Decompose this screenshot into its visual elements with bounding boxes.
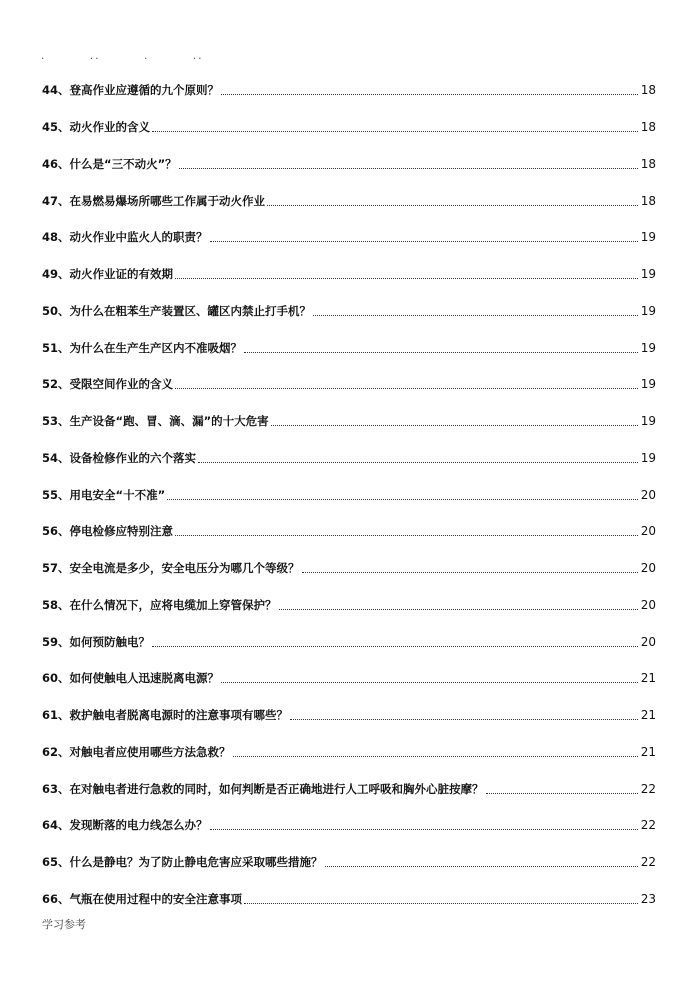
toc-page-number: 19: [640, 340, 656, 355]
toc-page-number: 18: [640, 83, 656, 98]
toc-entry-text: 对触电者应使用哪些方法急救？: [69, 744, 231, 759]
toc-entry[interactable]: [42, 366, 656, 403]
toc-entry-separator: 、: [58, 597, 70, 612]
dot-leader: [313, 315, 638, 316]
toc-entry-text: 气瓶在使用过程中的安全注意事项: [69, 891, 243, 906]
toc-entry-separator: 、: [58, 120, 70, 135]
toc-entry-number: 44: [42, 83, 59, 98]
toc-entry-separator: 、: [58, 340, 70, 355]
toc-entry-text: 动火作业中监火人的职责？: [69, 230, 208, 245]
toc-entry-text: 发现断落的电力线怎么办？: [69, 818, 208, 833]
toc-page-number: 19: [640, 267, 656, 282]
toc-entry-text: 救护触电者脱离电源时的注意事项有哪些？: [69, 708, 289, 723]
toc-entry-number: 61: [42, 708, 59, 723]
toc-entry-separator: 、: [58, 744, 70, 759]
toc-entry-number: 50: [42, 303, 59, 318]
toc-entry[interactable]: [42, 476, 656, 513]
toc-entry-text: 受限空间作业的含义: [69, 377, 174, 392]
toc-entry-title: [42, 450, 196, 466]
toc-entry-line: [42, 670, 656, 686]
toc-entry-text: 动火作业证的有效期: [69, 267, 174, 282]
toc-entry-number: 56: [42, 524, 59, 539]
dot-leader: [233, 756, 638, 757]
toc-entry-line: [42, 891, 656, 907]
toc-entry-number: 53: [42, 414, 59, 429]
toc-entry-title: [42, 744, 231, 760]
toc-entry[interactable]: [42, 844, 656, 881]
toc-entry-separator: 、: [58, 414, 70, 429]
dot-leader: [198, 462, 638, 463]
toc-page-number: 19: [640, 377, 656, 392]
toc-entry-text: 为什么在生产生产区内不准吸烟？: [69, 340, 243, 355]
toc-entry[interactable]: [42, 182, 656, 219]
toc-entry-separator: 、: [58, 855, 70, 870]
toc-page-number: 20: [640, 634, 656, 649]
toc-entry-line: [42, 634, 656, 650]
toc-entry-text: 为什么在粗苯生产装置区、罐区内禁止打手机？: [69, 303, 312, 318]
toc-entry-number: 47: [42, 193, 59, 208]
toc-entry-number: 45: [42, 120, 59, 135]
dot-leader: [179, 168, 638, 169]
toc-entry-title: [42, 781, 484, 797]
toc-entry-title: [42, 119, 150, 135]
dot-leader: [221, 682, 638, 683]
dot-leader: [152, 646, 638, 647]
toc-entry-text: 安全电流是多少，安全电压分为哪几个等级？: [69, 561, 300, 576]
toc-entry-separator: 、: [58, 818, 70, 833]
toc-entry-number: 48: [42, 230, 59, 245]
toc-entry-title: [42, 340, 242, 356]
toc-entry-line: [42, 854, 656, 870]
toc-entry[interactable]: [42, 403, 656, 440]
table-of-contents: [42, 72, 656, 917]
toc-entry[interactable]: [42, 807, 656, 844]
toc-entry-text: 什么是静电？为了防止静电危害应采取哪些措施？: [69, 855, 323, 870]
toc-entry-title: [42, 597, 277, 613]
toc-entry-line: [42, 229, 656, 245]
toc-entry-number: 58: [42, 597, 59, 612]
toc-entry-separator: 、: [58, 450, 70, 465]
toc-entry-separator: 、: [58, 671, 70, 686]
toc-entry-line: [42, 744, 656, 760]
toc-page-number: 19: [640, 450, 656, 465]
dot-leader: [486, 793, 638, 794]
toc-page-number: 20: [640, 487, 656, 502]
toc-entry[interactable]: [42, 881, 656, 918]
dot-leader: [302, 572, 638, 573]
toc-page-number: 23: [640, 891, 656, 906]
toc-entry[interactable]: [42, 660, 656, 697]
toc-entry-number: 55: [42, 487, 59, 502]
toc-entry-number: 64: [42, 818, 59, 833]
toc-entry-line: [42, 340, 656, 356]
toc-entry-title: [42, 82, 219, 98]
toc-entry-text: 生产设备“跑、冒、滴、漏”的十大危害: [69, 414, 269, 429]
toc-entry-text: 在什么情况下，应将电缆加上穿管保护？: [69, 597, 277, 612]
toc-entry-separator: 、: [58, 891, 70, 906]
toc-entry-separator: 、: [58, 634, 70, 649]
toc-entry-title: [42, 376, 173, 392]
toc-entry-title: [42, 634, 150, 650]
toc-page-number: 22: [640, 818, 656, 833]
toc-entry-line: [42, 119, 656, 135]
dot-leader: [167, 499, 638, 500]
toc-entry-separator: 、: [58, 487, 70, 502]
dot-leader: [152, 131, 638, 132]
toc-entry-separator: 、: [58, 561, 70, 576]
toc-page-number: 19: [640, 230, 656, 245]
dot-leader: [175, 388, 638, 389]
toc-page-number: 20: [640, 561, 656, 576]
toc-page-number: 18: [640, 156, 656, 171]
toc-entry-text: 设备检修作业的六个落实: [69, 450, 197, 465]
toc-entry-title: [42, 854, 323, 870]
toc-entry-title: [42, 413, 269, 429]
dot-leader: [221, 94, 638, 95]
toc-entry-line: [42, 303, 656, 319]
dot-leader: [279, 609, 638, 610]
toc-entry[interactable]: [42, 256, 656, 293]
dot-leader: [271, 425, 638, 426]
toc-entry-line: [42, 376, 656, 392]
toc-entry-number: 52: [42, 377, 59, 392]
toc-page-number: 22: [640, 855, 656, 870]
header-marks: . .. . ..: [40, 52, 203, 62]
toc-entry-number: 54: [42, 450, 59, 465]
toc-page-number: 18: [640, 193, 656, 208]
toc-entry-line: [42, 597, 656, 613]
toc-entry-separator: 、: [58, 303, 70, 318]
toc-entry-number: 62: [42, 744, 59, 759]
toc-entry-separator: 、: [58, 708, 70, 723]
toc-entry[interactable]: [42, 146, 656, 183]
toc-entry-number: 66: [42, 891, 59, 906]
toc-entry-title: [42, 523, 173, 539]
toc-entry-title: [42, 670, 219, 686]
toc-entry-text: 如何预防触电？: [69, 634, 151, 649]
dot-leader: [175, 535, 638, 536]
toc-entry-number: 51: [42, 340, 59, 355]
toc-entry-line: [42, 193, 656, 209]
dot-leader: [244, 903, 638, 904]
toc-entry[interactable]: [42, 293, 656, 330]
toc-entry-text: 在对触电者进行急救的同时，如何判断是否正确地进行人工呼吸和胸外心脏按摩？: [69, 781, 484, 796]
toc-entry[interactable]: [42, 72, 656, 109]
toc-page-number: 22: [640, 781, 656, 796]
toc-entry-number: 65: [42, 855, 59, 870]
dot-leader: [210, 829, 638, 830]
toc-entry-text: 用电安全“十不准”: [69, 487, 166, 502]
toc-entry-title: [42, 193, 265, 209]
toc-entry[interactable]: [42, 734, 656, 771]
toc-entry[interactable]: [42, 550, 656, 587]
toc-entry-text: 什么是“三不动火”？: [69, 156, 177, 171]
toc-entry-number: 60: [42, 671, 59, 686]
toc-entry-line: [42, 523, 656, 539]
toc-entry-line: [42, 781, 656, 797]
toc-entry[interactable]: [42, 697, 656, 734]
toc-entry-text: 动火作业的含义: [69, 120, 151, 135]
toc-entry-line: [42, 817, 656, 833]
toc-entry[interactable]: [42, 623, 656, 660]
toc-entry-number: 49: [42, 267, 59, 282]
toc-entry-line: [42, 82, 656, 98]
toc-page-number: 18: [640, 120, 656, 135]
toc-entry-separator: 、: [58, 377, 70, 392]
toc-entry-line: [42, 487, 656, 503]
toc-entry-line: [42, 413, 656, 429]
toc-page-number: 19: [640, 414, 656, 429]
toc-entry-number: 59: [42, 634, 59, 649]
toc-entry-text: 登高作业应遵循的九个原则？: [69, 83, 220, 98]
toc-page-number: 20: [640, 524, 656, 539]
toc-page-number: 19: [640, 303, 656, 318]
toc-page-number: 21: [640, 744, 656, 759]
toc-entry-text: 停电检修应特别注意: [69, 524, 174, 539]
toc-entry[interactable]: [42, 513, 656, 550]
toc-entry[interactable]: [42, 440, 656, 477]
toc-page-number: 20: [640, 597, 656, 612]
toc-entry-number: 46: [42, 156, 59, 171]
toc-entry-line: [42, 560, 656, 576]
toc-entry-title: [42, 817, 208, 833]
toc-entry-separator: 、: [58, 781, 70, 796]
toc-entry[interactable]: [42, 109, 656, 146]
toc-entry-separator: 、: [58, 267, 70, 282]
toc-entry[interactable]: [42, 770, 656, 807]
toc-entry-title: [42, 487, 165, 503]
toc-page-number: 21: [640, 671, 656, 686]
toc-page-number: 21: [640, 708, 656, 723]
page-footer: 学习参考: [42, 918, 86, 931]
toc-entry-separator: 、: [58, 230, 70, 245]
toc-entry-line: [42, 450, 656, 466]
toc-entry[interactable]: [42, 329, 656, 366]
dot-leader: [267, 205, 638, 206]
toc-entry-title: [42, 891, 242, 907]
toc-entry-title: [42, 303, 311, 319]
toc-entry-title: [42, 229, 208, 245]
toc-entry-line: [42, 707, 656, 723]
dot-leader: [210, 241, 638, 242]
toc-entry-title: [42, 560, 300, 576]
toc-entry-number: 63: [42, 781, 59, 796]
toc-entry-title: [42, 156, 177, 172]
toc-entry-title: [42, 707, 288, 723]
toc-entry-number: 57: [42, 561, 59, 576]
toc-entry-title: [42, 266, 173, 282]
dot-leader: [325, 866, 638, 867]
toc-entry-separator: 、: [58, 83, 70, 98]
toc-entry-text: 在易燃易爆场所哪些工作属于动火作业: [69, 193, 266, 208]
dot-leader: [244, 352, 638, 353]
toc-entry-text: 如何使触电人迅速脱离电源？: [69, 671, 220, 686]
toc-entry-line: [42, 156, 656, 172]
dot-leader: [175, 278, 638, 279]
toc-entry-separator: 、: [58, 524, 70, 539]
dot-leader: [290, 719, 638, 720]
toc-entry[interactable]: [42, 219, 656, 256]
toc-entry-separator: 、: [58, 193, 70, 208]
toc-entry-separator: 、: [58, 156, 70, 171]
toc-entry-line: [42, 266, 656, 282]
toc-entry[interactable]: [42, 587, 656, 624]
